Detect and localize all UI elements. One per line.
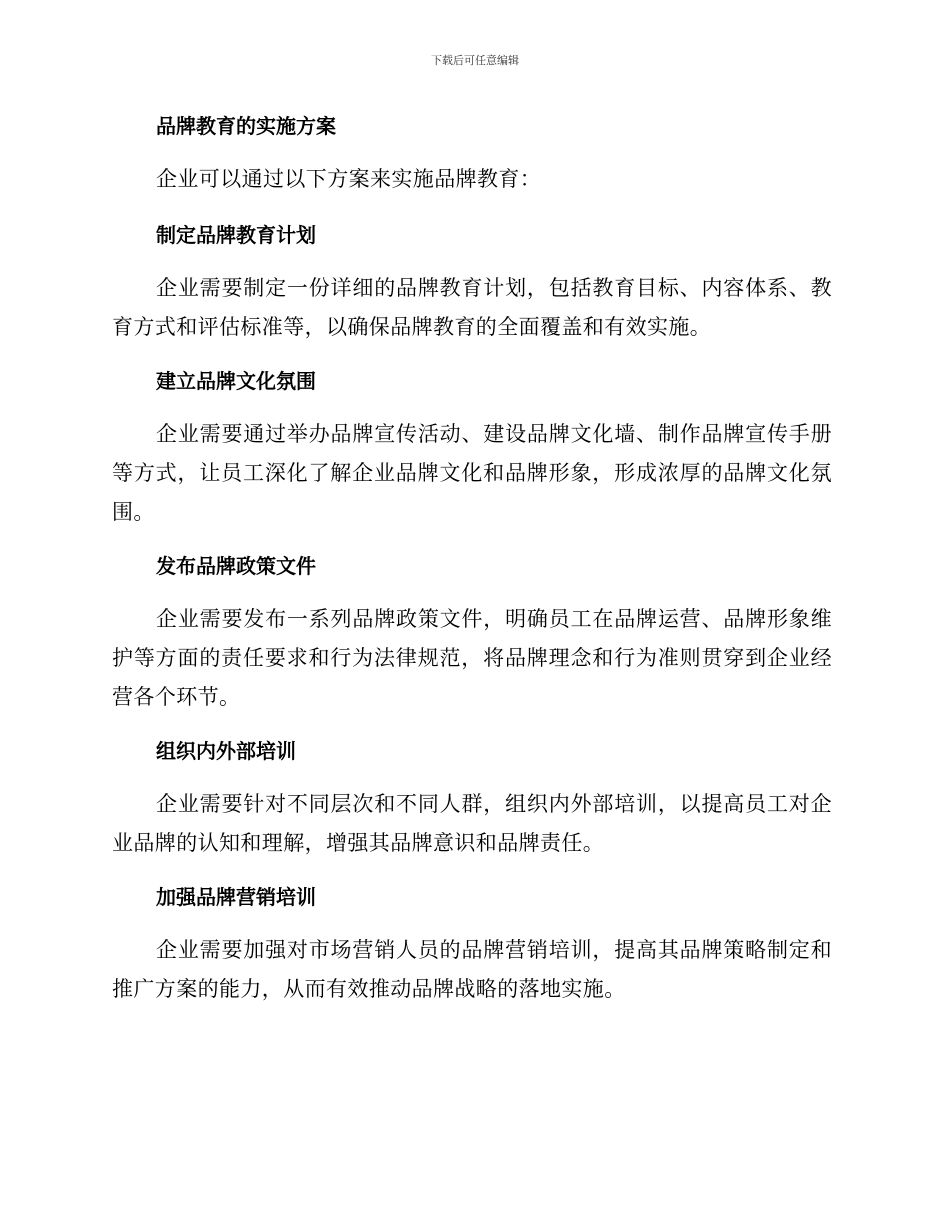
section-heading-policy: 发布品牌政策文件 — [156, 554, 316, 578]
section-body-culture: 企业需要通过举办品牌宣传活动、建设品牌文化墙、制作品牌宣传手册等方式，让员工深化了解企业品牌文化和品牌形象，形成浓厚的品牌文化氛围。 — [112, 422, 832, 524]
section-body-training: 企业需要针对不同层次和不同人群，组织内外部培训，以提高员工对企业品牌的认知和理解，增强其品牌意识和品牌责任。 — [112, 792, 832, 855]
header-note: 下载后可任意编辑 — [431, 54, 519, 67]
section-heading-marketing: 加强品牌营销培训 — [156, 885, 316, 909]
document-title: 品牌教育的实施方案 — [156, 114, 336, 138]
section-body-plan: 企业需要制定一份详细的品牌教育计划，包括教育目标、内容体系、教育方式和评估标准等，以确保品牌教育的全面覆盖和有效实施。 — [112, 276, 832, 339]
section-heading-plan: 制定品牌教育计划 — [156, 223, 316, 247]
section-body-policy: 企业需要发布一系列品牌政策文件，明确员工在品牌运营、品牌形象维护等方面的责任要求和行为法律规范，将品牌理念和行为准则贯穿到企业经营各个环节。 — [112, 607, 832, 709]
section-heading-training: 组织内外部培训 — [156, 739, 296, 763]
intro-paragraph: 企业可以通过以下方案来实施品牌教育： — [156, 167, 542, 191]
document-body — [112, 106, 832, 1023]
section-heading-culture: 建立品牌文化氛围 — [156, 369, 316, 393]
section-body-marketing: 企业需要加强对市场营销人员的品牌营销培训，提高其品牌策略制定和推广方案的能力，从而有效推动品牌战略的落地实施。 — [112, 938, 832, 1001]
